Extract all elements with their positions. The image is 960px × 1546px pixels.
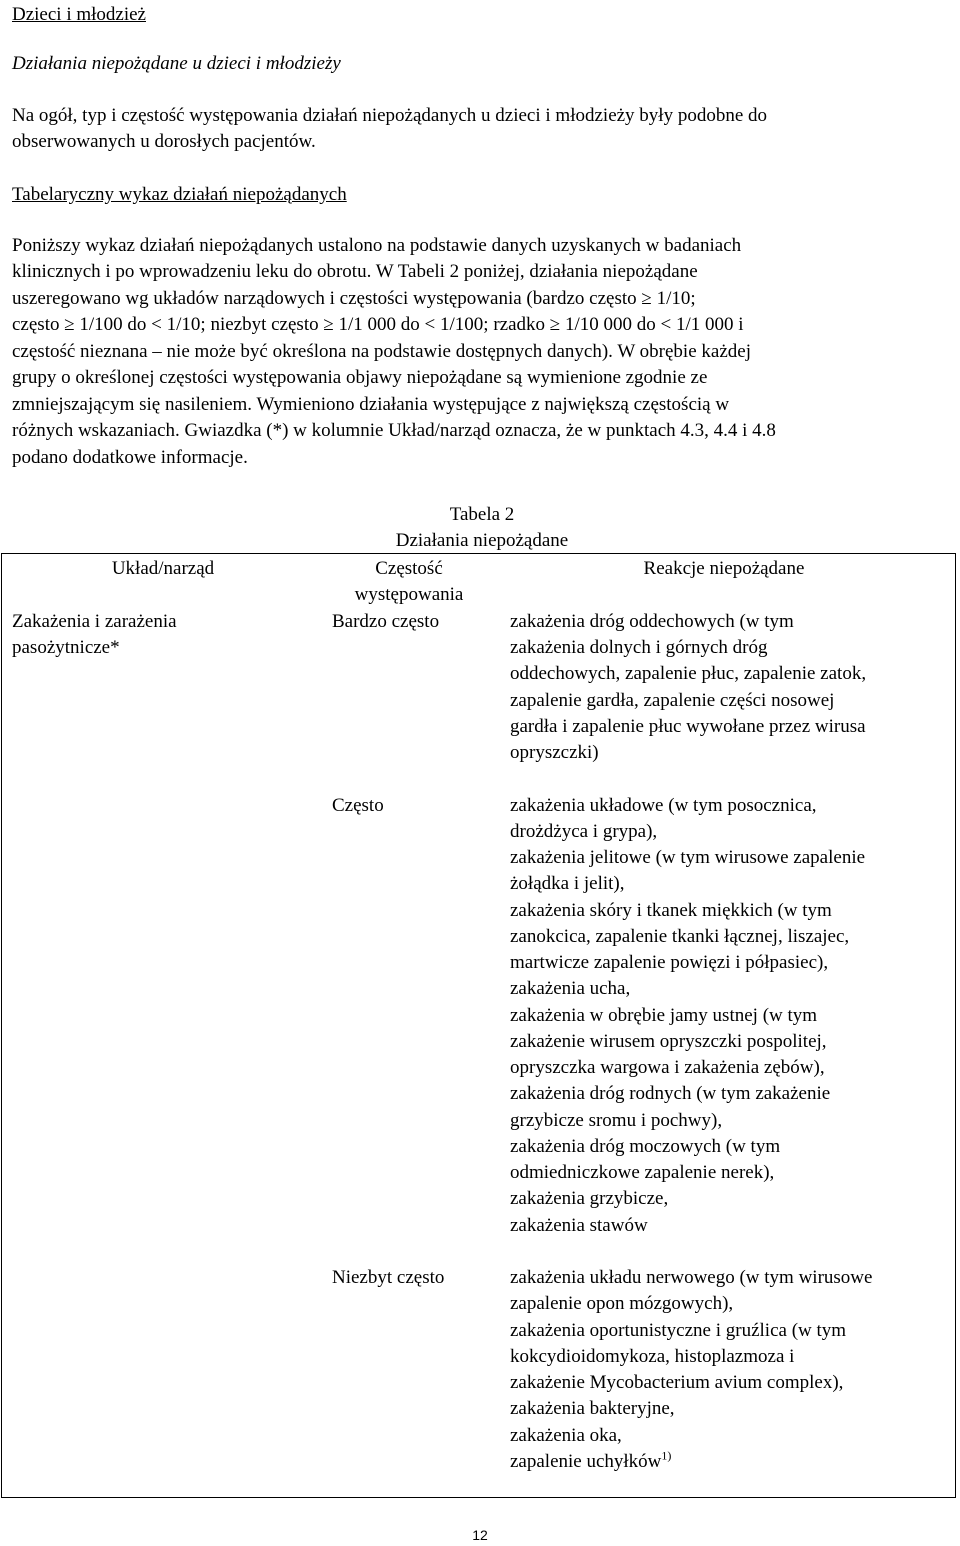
reaction-line: martwicze zapalenie powięzi i półpasiec),: [510, 952, 829, 973]
adverse-reactions-table: [1, 553, 956, 1498]
organ-class-line: pasożytnicze*: [12, 637, 120, 658]
header-organ: Układ/narząd: [111, 558, 215, 579]
main-paragraph-line: podano dodatkowe informacje.: [12, 447, 248, 468]
reaction-text: zapalenie uchyłków: [510, 1451, 662, 1472]
reaction-line: zakażenie Mycobacterium avium complex),: [510, 1372, 844, 1393]
frequency-very-common: Bardzo często: [332, 611, 440, 632]
reaction-line: drożdżyca i grypa),: [510, 821, 658, 842]
reaction-line: zakażenia dróg oddechowych (w tym: [510, 611, 794, 632]
reaction-line: zakażenia stawów: [510, 1215, 648, 1236]
table-caption-title: Działania niepożądane: [395, 530, 569, 551]
main-paragraph-line: często ≥ 1/100 do < 1/10; niezbyt często ≥ 1/1 000 do < 1/100; rzadko ≥ 1/10 000 do < 1/1 000 i: [12, 314, 744, 335]
main-paragraph-line: grupy o określonej częstości występowania objawy niepożądane są wymienione zgodnie ze: [12, 367, 708, 388]
reaction-line: zakażenia grzybicze,: [510, 1188, 669, 1209]
frequency-uncommon: Niezbyt często: [332, 1267, 445, 1288]
reaction-line: opryszczki): [510, 742, 599, 763]
reaction-line: zakażenia oka,: [510, 1425, 622, 1446]
reaction-line: opryszczka wargowa i zakażenia zębów),: [510, 1057, 825, 1078]
reaction-line: oddechowych, zapalenie płuc, zapalenie zatok,: [510, 663, 867, 684]
reaction-line: zakażenia skóry i tkanek miękkich (w tym: [510, 900, 832, 921]
main-paragraph-line: częstość nieznana – nie może być określona na podstawie dostępnych danych). W obrębie każdej: [12, 341, 751, 362]
header-frequency-line2: występowania: [354, 584, 464, 605]
reaction-line-last: [510, 1449, 671, 1475]
reaction-line: zakażenia ucha,: [510, 978, 631, 999]
intro-paragraph-line: Na ogół, typ i częstość występowania działań niepożądanych u dzieci i młodzieży były podobne do: [12, 105, 768, 126]
main-paragraph-line: Poniższy wykaz działań niepożądanych ustalono na podstawie danych uzyskanych w badaniach: [12, 235, 742, 256]
main-paragraph-line: różnych wskazaniach. Gwiazdka (*) w kolumnie Układ/narząd oznacza, że w punktach 4.3, 4.4 i 4.8: [12, 420, 776, 441]
subheading: Tabelaryczny wykaz działań niepożądanych: [12, 184, 347, 205]
organ-class-line: Zakażenia i zarażenia: [12, 611, 177, 632]
reaction-line: zakażenia w obrębie jamy ustnej (w tym: [510, 1005, 818, 1026]
reaction-line: kokcydioidomykoza, histoplazmoza i: [510, 1346, 795, 1367]
table-caption-number: Tabela 2: [449, 504, 515, 525]
reaction-line: zakażenia układowe (w tym posocznica,: [510, 795, 817, 816]
reaction-line: zakażenia bakteryjne,: [510, 1398, 675, 1419]
main-paragraph-line: zmniejszającym się nasileniem. Wymieniono działania występujące z największą częstością w: [12, 394, 730, 415]
italic-heading: Działania niepożądane u dzieci i młodzieży: [12, 53, 341, 74]
reaction-line: zapalenie opon mózgowych),: [510, 1293, 734, 1314]
reaction-line: odmiedniczkowe zapalenie nerek),: [510, 1162, 775, 1183]
reaction-line: gardła i zapalenie płuc wywołane przez wirusa: [510, 716, 866, 737]
header-reactions: Reakcje niepożądane: [643, 558, 805, 579]
reaction-line: zapalenie gardła, zapalenie części nosowej: [510, 690, 835, 711]
footnote-mark: 1): [661, 1448, 672, 1463]
section-title: Dzieci i młodzież: [12, 4, 146, 25]
header-frequency-line1: Częstość: [375, 558, 443, 579]
reaction-line: grzybicze sromu i pochwy),: [510, 1110, 723, 1131]
reaction-line: zakażenia jelitowe (w tym wirusowe zapalenie: [510, 847, 866, 868]
reaction-line: zakażenia oportunistyczne i gruźlica (w tym: [510, 1320, 847, 1341]
frequency-common: Często: [332, 795, 384, 816]
main-paragraph-line: klinicznych i po wprowadzeniu leku do obrotu. W Tabeli 2 poniżej, działania niepożądane: [12, 261, 698, 282]
reaction-line: zakażenie wirusem opryszczki pospolitej,: [510, 1031, 827, 1052]
intro-paragraph-line: obserwowanych u dorosłych pacjentów.: [12, 131, 316, 152]
reaction-line: zakażenia dróg rodnych (w tym zakażenie: [510, 1083, 831, 1104]
reaction-line: żołądka i jelit),: [510, 873, 625, 894]
reaction-line: zanokcica, zapalenie tkanki łącznej, liszajec,: [510, 926, 850, 947]
reaction-line: zakażenia układu nerwowego (w tym wirusowe: [510, 1267, 873, 1288]
main-paragraph-line: uszeregowano wg układów narządowych i częstości występowania (bardzo często ≥ 1/10;: [12, 288, 696, 309]
reaction-line: zakażenia dolnych i górnych dróg: [510, 637, 768, 658]
reaction-line: zakażenia dróg moczowych (w tym: [510, 1136, 781, 1157]
page-number: 12: [472, 1527, 488, 1543]
